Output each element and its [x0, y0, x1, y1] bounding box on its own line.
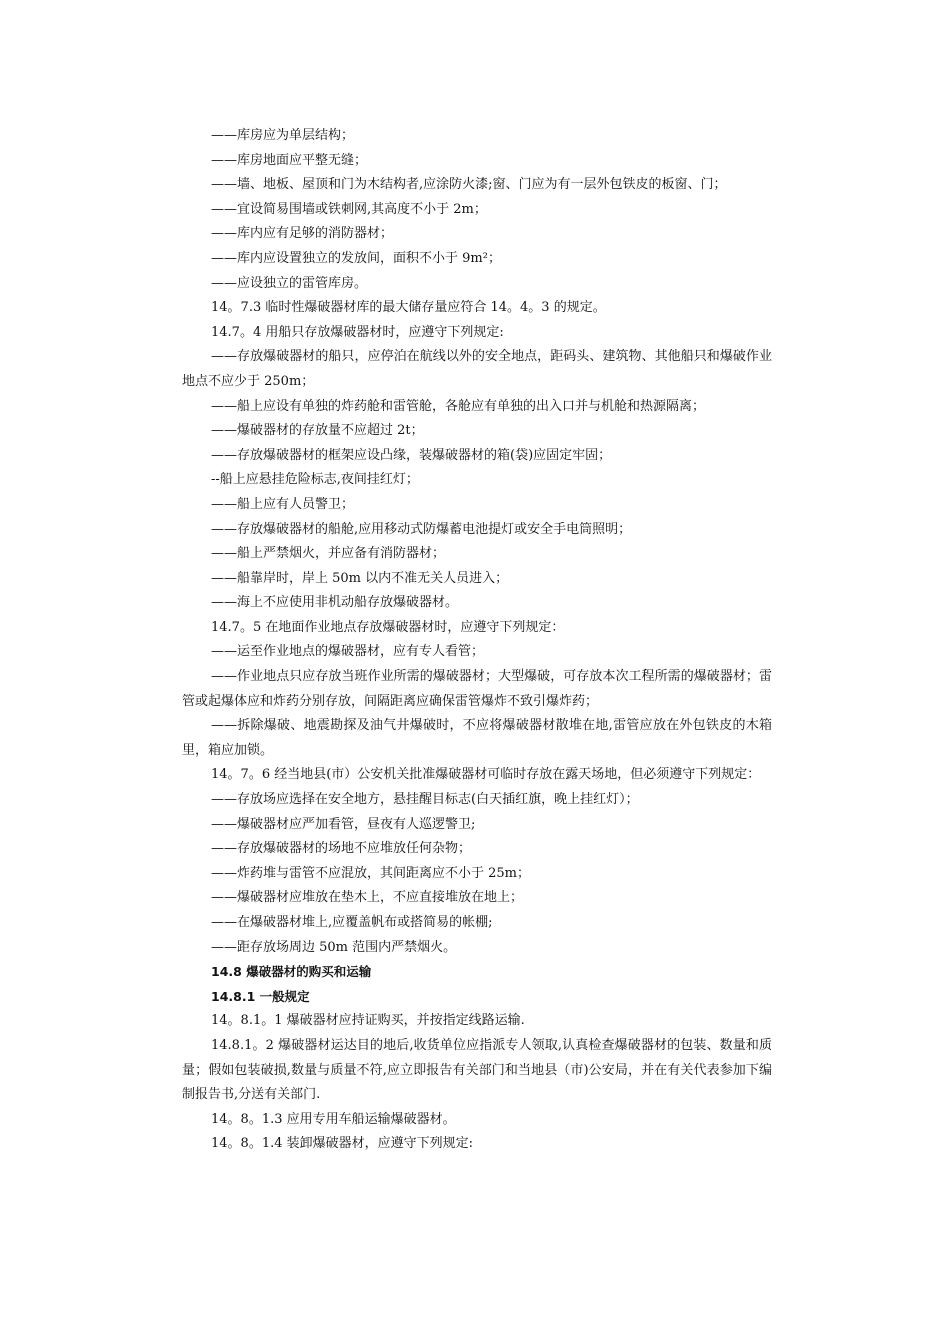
section-heading: 14.8.1 一般规定 — [211, 988, 310, 1004]
paragraph: 14。8.1。1 爆破器材应持证购买，并按指定线路运输. — [211, 1013, 525, 1029]
paragraph: 14.7。5 在地面作业地点存放爆破器材时，应遵守下列规定： — [211, 619, 565, 635]
paragraph: ——存放爆破器材的框架应设凸缘，装爆破器材的箱(袋)应固定牢固； — [211, 447, 612, 463]
paragraph: 14。8。1.4 装卸爆破器材，应遵守下列规定: — [211, 1136, 473, 1152]
paragraph: ——存放爆破器材的场地不应堆放任何杂物； — [211, 841, 472, 857]
paragraph: ——爆破器材应堆放在垫木上，不应直接堆放在地上； — [211, 890, 524, 906]
paragraph: 14。7.3 临时性爆破器材库的最大储存量应符合 14。4。3 的规定。 — [211, 300, 606, 316]
paragraph: ——船上严禁烟火，并应备有消防器材； — [211, 546, 446, 562]
paragraph: --船上应悬挂危险标志,夜间挂红灯； — [211, 472, 419, 488]
paragraph: ——距存放场周边 50m 范围内严禁烟火。 — [211, 939, 457, 955]
paragraph: ——拆除爆破、地震勘探及油气井爆破时，不应将爆破器材散堆在地,雷管应放在外包铁皮的木箱里，箱应加锁。 — [182, 718, 772, 758]
paragraph: ——炸药堆与雷管不应混放，其间距离应不小于 25m； — [211, 865, 531, 881]
paragraph: ——库内应设置独立的发放间，面积不小于 9m²； — [211, 250, 501, 266]
paragraph: ——应设独立的雷管库房。 — [211, 275, 368, 291]
paragraph: ——库房应为单层结构； — [211, 128, 355, 143]
paragraph: ——库内应有足够的消防器材； — [211, 226, 394, 242]
paragraph: ——存放场应选择在安全地方，悬挂醒目标志(白天插红旗，晚上挂红灯）； — [211, 792, 639, 808]
paragraph: ——船上应有人员警卫； — [211, 496, 355, 512]
paragraph: ——存放爆破器材的船只，应停泊在航线以外的安全地点，距码头、建筑物、其他船只和爆破作业地点不应少于 250m； — [182, 349, 772, 389]
paragraph: ——作业地点只应存放当班作业所需的爆破器材；大型爆破，可存放本次工程所需的爆破器材；雷管或起爆体应和炸药分别存放，间隔距离应确保雷管爆炸不致引爆炸药； — [182, 669, 772, 709]
paragraph: ——爆破器材应严加看管，昼夜有人巡逻警卫; — [211, 816, 476, 832]
paragraph: ——船上应设有单独的炸药舱和雷管舱，各舱应有单独的出入口并与机舱和热源隔离； — [211, 398, 706, 414]
paragraph: ——宜设简易围墙或铁刺网,其高度不小于 2m； — [211, 201, 487, 217]
paragraph: ——库房地面应平整无缝； — [211, 152, 368, 168]
paragraph: ——在爆破器材堆上,应覆盖帆布或搭简易的帐棚; — [211, 915, 493, 930]
paragraph: 14.7。4 用船只存放爆破器材时，应遵守下列规定: — [211, 324, 504, 340]
paragraph: ——存放爆破器材的船舱,应用移动式防爆蓄电池提灯或安全手电筒照明； — [211, 521, 632, 537]
paragraph: ——船靠岸时，岸上 50m 以内不准无关人员进入； — [211, 570, 509, 586]
section-heading: 14.8 爆破器材的购买和运输 — [211, 964, 372, 980]
paragraph: ——海上不应使用非机动船存放爆破器材。 — [211, 595, 459, 611]
paragraph: ——运至作业地点的爆破器材，应有专人看管； — [211, 644, 485, 660]
paragraph: ——墙、地板、屋顶和门为木结构者,应涂防火漆;窗、门应为有一层外包铁皮的板窗、门； — [211, 177, 727, 193]
paragraph: ——爆破器材的存放量不应超过 2t； — [211, 423, 424, 439]
document-body — [182, 124, 772, 1157]
paragraph: 14。8。1.3 应用专用车船运输爆破器材。 — [211, 1111, 456, 1127]
paragraph: 14.8.1。2 爆破器材运达目的地后,收货单位应指派专人领取,认真检查爆破器材的包装、数量和质量；假如包装破损,数量与质量不符,应立即报告有关部门和当地县（市)公安局，并在有关代表参加下编制报告书,分送有关部门. — [182, 1037, 772, 1103]
paragraph: 14。7。6 经当地县(市）公安机关批准爆破器材可临时存放在露天场地，但必须遵守下列规定： — [211, 767, 761, 783]
